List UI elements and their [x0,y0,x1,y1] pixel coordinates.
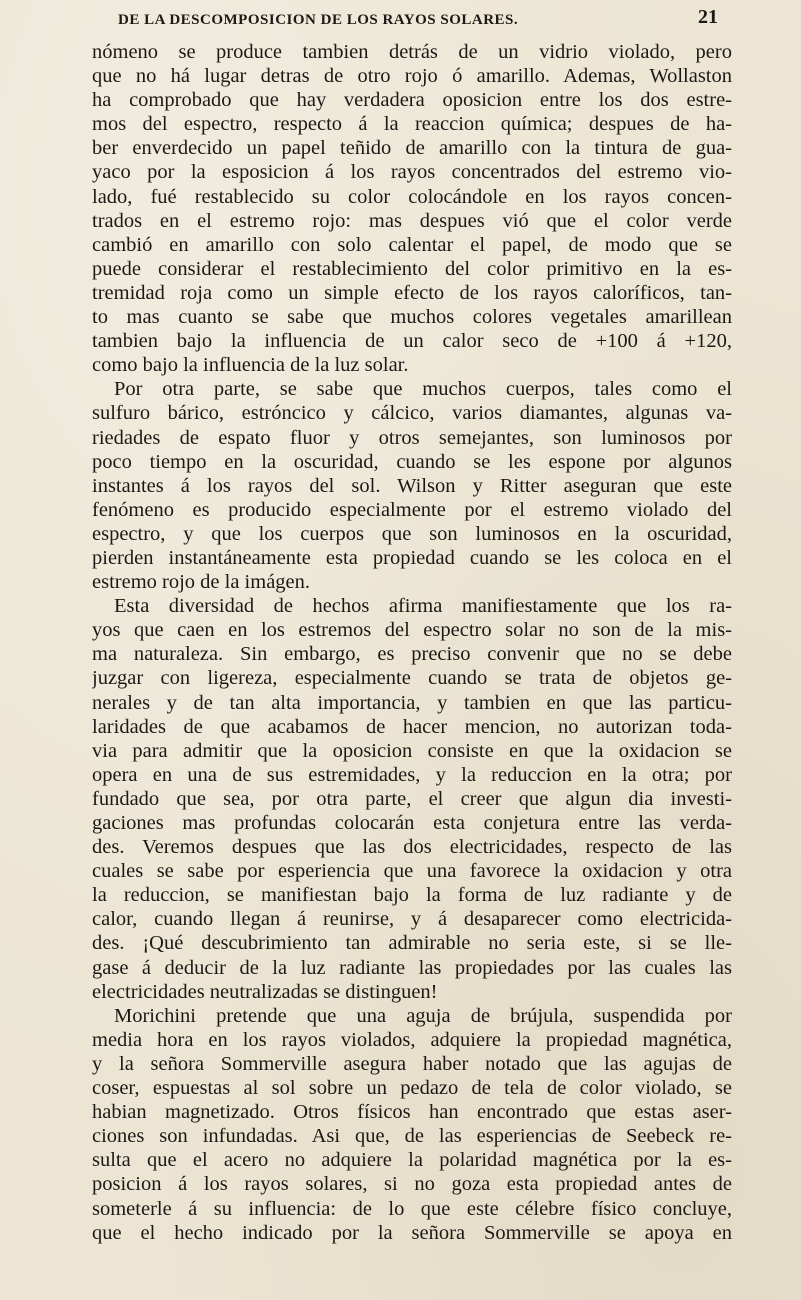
text-line: que el hecho indicado por la señora Sommerville se apoya en [92,1221,732,1244]
text-line: trados en el estremo rojo: mas despues vió que el color verde [92,209,732,232]
text-line: ber enverdecido un papel teñido de amarillo con la tintura de gua- [92,137,732,160]
text-line: Por otra parte, se sabe que muchos cuerpos, tales como el [114,378,732,401]
text-line: des. Veremos despues que las dos electricidades, respecto de las [92,836,732,859]
text-line: habian magnetizado. Otros físicos han encontrado que estas aser- [92,1101,732,1124]
text-line: pierden instantáneamente esta propiedad cuando se les coloca en el [92,546,732,569]
text-line: riedades de espato fluor y otros semejantes, son luminosos por [92,426,732,449]
text-line: mos del espectro, respecto á la reaccion química; despues de ha- [92,113,732,136]
text-line: fundado que sea, por otra parte, el creer que algun dia investi- [92,787,732,810]
text-line: cambió en amarillo con solo calentar el papel, de modo que se [92,233,732,256]
text-line: fenómeno es producido especialmente por el estremo violado del [92,498,732,521]
text-line: to mas cuanto se sabe que muchos colores vegetales amarillean [92,306,732,329]
text-line: espectro, y que los cuerpos que son luminosos en la oscuridad, [92,522,732,545]
text-line: posicion á los rayos solares, si no goza esta propiedad antes de [92,1173,732,1196]
text-line: instantes á los rayos del sol. Wilson y Ritter aseguran que este [92,474,732,497]
text-line: que no há lugar detras de otro rojo ó amarillo. Ademas, Wollaston [92,65,732,88]
text-line: tremidad roja como un simple efecto de los rayos caloríficos, tan- [92,281,732,304]
text-line: via para admitir que la oposicion consiste en que la oxidacion se [92,739,732,762]
text-line: ciones son infundadas. Asi que, de las esperiencias de Seebeck re- [92,1125,732,1148]
running-head: DE LA DESCOMPOSICION DE LOS RAYOS SOLARES. [118,12,519,28]
text-line: sulfuro bárico, estróncico y cálcico, varios diamantes, algunas va- [92,402,732,425]
text-line: media hora en los rayos violados, adquiere la propiedad magnética, [92,1028,732,1051]
text-line: gaciones mas profundas colocarán esta conjetura entre las verda- [92,812,732,834]
text-line: yaco por la esposicion á los rayos concentrados del estremo vio- [92,161,732,184]
text-line: como bajo la influencia de la luz solar. [92,354,409,377]
text-line: electricidades neutralizadas se distinguen! [92,980,438,1003]
text-line: ha comprobado que hay verdadera oposicion entre los dos estre- [92,89,732,112]
text-line: lado, fué restablecido su color colocándole en los rayos concen- [92,185,732,208]
text-line: Morichini pretende que una aguja de brújula, suspendida por [114,1004,732,1027]
text-line: juzgar con ligereza, especialmente cuando se trata de objetos ge- [92,667,732,690]
text-line: y la señora Sommerville asegura haber notado que las agujas de [92,1052,732,1075]
page-number: 21 [698,6,718,28]
text-line: Esta diversidad de hechos afirma manifiestamente que los ra- [114,595,732,618]
text-line: yos que caen en los estremos del espectro solar no son de la mis- [92,619,732,642]
text-line: cuales se sabe por esperiencia que una favorece la oxidacion y otra [92,860,732,883]
text-line: des. ¡Qué descubrimiento tan admirable no seria este, si se lle- [92,932,732,955]
text-line: poco tiempo en la oscuridad, cuando se les espone por algunos [92,450,732,473]
text-line: nerales y de tan alta importancia, y tambien en que las particu- [92,691,732,714]
text-line: ma naturaleza. Sin embargo, es preciso convenir que no se debe [92,643,732,666]
text-line: estremo rojo de la imágen. [92,571,311,594]
text-line: calor, cuando llegan á reunirse, y á desaparecer como electricida- [92,908,732,931]
text-line: sulta que el acero no adquiere la polaridad magnética por la es- [92,1149,732,1172]
text-line: laridades de que acabamos de hacer mencion, no autorizan toda- [92,715,732,738]
text-line: puede considerar el restablecimiento del color primitivo en la es- [92,257,732,280]
text-line: coser, espuestas al sol sobre un pedazo de tela de color violado, se [92,1077,732,1100]
page-header [118,6,718,40]
body-text [92,40,732,1245]
text-line: nómeno se produce tambien detrás de un vidrio violado, pero [92,41,732,63]
text-line: gase á deducir de la luz radiante las propiedades por las cuales las [92,956,732,979]
text-line: someterle á su influencia: de lo que este célebre físico concluye, [92,1197,732,1220]
text-line: tambien bajo la influencia de un calor seco de +100 á +120, [92,330,732,353]
text-line: opera en una de sus estremidades, y la reduccion en la otra; por [92,763,732,786]
text-line: la reduccion, se manifiestan bajo la forma de luz radiante y de [92,884,732,907]
